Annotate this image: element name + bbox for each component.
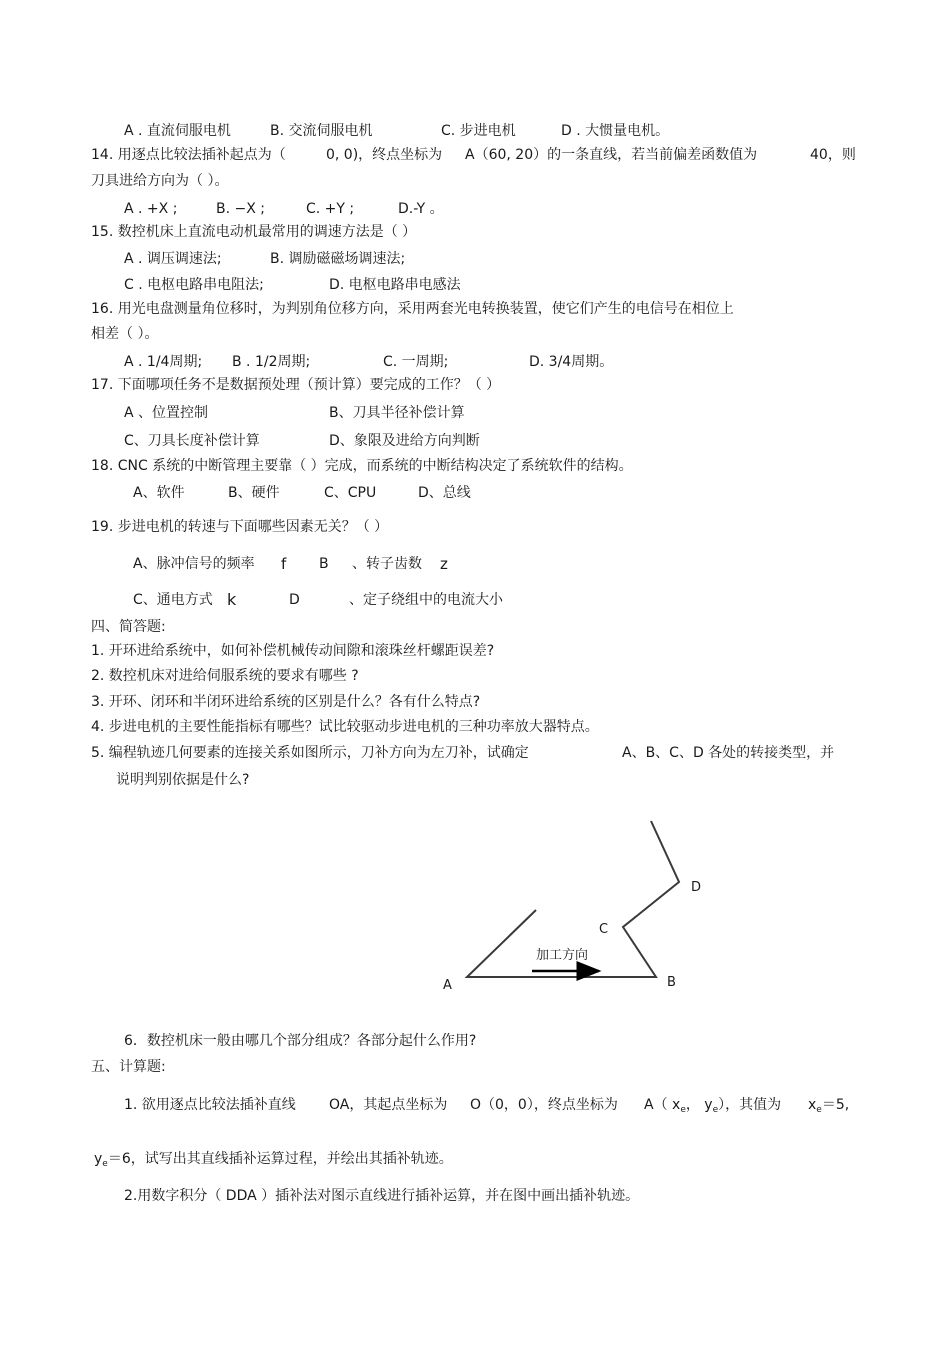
q16-option-a: A . 1/4周期; bbox=[124, 354, 203, 370]
q17-option-c: C、刀具长度补偿计算 bbox=[124, 433, 260, 449]
q17-option-b: B、刀具半径补偿计算 bbox=[329, 405, 465, 421]
q13-option-d: D . 大惯量电机。 bbox=[561, 123, 670, 139]
q17-option-d: D、象限及进给方向判断 bbox=[329, 433, 480, 449]
section5-q1-part5 bbox=[808, 1096, 849, 1119]
point-b-label: B bbox=[667, 975, 676, 990]
q14-stem-part1: 14. 用逐点比较法插补起点为（ bbox=[91, 147, 286, 163]
q19-option-c-symbol: k bbox=[227, 590, 237, 609]
section5-q1-value-text: ），其值为 bbox=[718, 1097, 782, 1113]
q16-option-b: B . 1/2周期; bbox=[232, 354, 311, 370]
point-d-label: D bbox=[691, 880, 702, 895]
q18-option-d: D、总线 bbox=[418, 485, 471, 501]
q13-option-c: C. 步进电机 bbox=[441, 123, 516, 139]
q13-option-a: A . 直流伺服电机 bbox=[124, 123, 231, 139]
section5-q1-x-symbol: x bbox=[808, 1097, 817, 1113]
q16-option-c: C. 一周期; bbox=[383, 354, 449, 370]
q19-option-a-symbol: f bbox=[281, 555, 287, 573]
xe-subscript: e bbox=[680, 1105, 686, 1115]
xe-value-subscript: e bbox=[816, 1105, 822, 1115]
section5-q1-xe-text: A（ x bbox=[644, 1097, 681, 1113]
q18-stem: 18. CNC 系统的中断管理主要靠（ ）完成，而系统的中断结构决定了系统软件的结构。 bbox=[91, 458, 633, 474]
q15-option-d: D. 电枢电路串电感法 bbox=[329, 277, 461, 293]
section4-item-1: 1. 开环进给系统中，如何补偿机械传动间隙和滚珠丝杆螺距误差? bbox=[91, 643, 495, 659]
section4-heading: 四、简答题: bbox=[91, 619, 166, 635]
section5-q2: 2.用数字积分（ DDA ）插补法对图示直线进行插补运算，并在图中画出插补轨迹。 bbox=[124, 1188, 640, 1204]
q19-option-b-label: 、转子齿数 bbox=[352, 556, 422, 572]
q14-option-a: A . +X ; bbox=[124, 201, 178, 217]
q14-stem-end: A（60, 20）的一条直线，若当前偏差函数值为 bbox=[465, 147, 758, 163]
q14-stem-line2: 刀具进给方向为（ ）。 bbox=[91, 173, 229, 189]
q18-option-a: A、软件 bbox=[133, 485, 185, 501]
section4-item-6: 6．数控机床一般由哪几个部分组成？各部分起什么作用? bbox=[124, 1033, 477, 1049]
q15-option-c: C . 电枢电路串电阻法; bbox=[124, 277, 264, 293]
section5-q1-part3: O（0，0），终点坐标为 bbox=[470, 1097, 618, 1113]
direction-label: 加工方向 bbox=[536, 948, 589, 963]
q14-option-d: D.-Y 。 bbox=[398, 201, 444, 217]
section5-q1-line2 bbox=[94, 1150, 453, 1173]
q15-stem: 15. 数控机床上直流电动机最常用的调速方法是（ ） bbox=[91, 224, 417, 240]
section4-item-5-part1: 5. 编程轨迹几何要素的连接关系如图所示，刀补方向为左刀补，试确定 bbox=[91, 745, 529, 761]
section4-item-4: 4. 步进电机的主要性能指标有哪些？试比较驱动步进电机的三种功率放大器特点。 bbox=[91, 719, 599, 735]
section5-q1-x-value: ＝5, bbox=[821, 1097, 850, 1113]
q16-option-d: D. 3/4周期。 bbox=[529, 354, 614, 370]
section4-item-2: 2. 数控机床对进给伺服系统的要求有哪些 ? bbox=[91, 668, 359, 684]
q19-option-b-letter: B bbox=[319, 556, 329, 572]
point-c-label: C bbox=[599, 922, 609, 937]
q15-option-b: B. 调励磁磁场调速法; bbox=[270, 251, 406, 267]
q16-stem: 16. 用光电盘测量角位移时，为判别角位移方向，采用两套光电转换装置，使它们产生的电信号在相位上 bbox=[91, 301, 734, 317]
q14-stem-value: 40，则 bbox=[810, 147, 856, 163]
q19-stem: 19. 步进电机的转速与下面哪些因素无关？（ ） bbox=[91, 519, 389, 535]
point-a-label: A bbox=[443, 978, 452, 993]
toolpath-line bbox=[467, 821, 679, 977]
section5-q1-part1: 1. 欲用逐点比较法插补直线 bbox=[124, 1097, 296, 1113]
q18-option-b: B、硬件 bbox=[228, 485, 280, 501]
q19-option-c-label: C、通电方式 bbox=[133, 592, 213, 608]
q19-option-d-letter: D bbox=[289, 592, 300, 608]
section5-heading: 五、计算题: bbox=[91, 1059, 166, 1075]
section4-item-5-line2: 说明判别依据是什么? bbox=[116, 772, 250, 788]
section4-item-3: 3. 开环、闭环和半闭环进给系统的区别是什么？各有什么特点? bbox=[91, 694, 481, 710]
q19-option-d-label: 、定子绕组中的电流大小 bbox=[349, 592, 503, 608]
q19-option-b-symbol: z bbox=[440, 555, 448, 573]
ye-value-subscript: e bbox=[102, 1159, 108, 1169]
section5-q1-y-symbol: y bbox=[94, 1151, 103, 1167]
section5-q1-part4 bbox=[644, 1096, 781, 1119]
q17-option-a: A 、位置控制 bbox=[124, 405, 209, 421]
q14-option-c: C. +Y ; bbox=[306, 201, 355, 217]
q16-stem-line2: 相差（ ）。 bbox=[91, 326, 159, 342]
q18-option-c: C、CPU bbox=[324, 485, 377, 501]
q19-option-a-label: A、脉冲信号的频率 bbox=[133, 556, 255, 572]
q15-option-a: A . 调压调速法; bbox=[124, 251, 222, 267]
section5-q1-ye-text: ， y bbox=[685, 1097, 713, 1113]
section4-item-5-part2: A、B、C、D 各处的转接类型，并 bbox=[622, 745, 835, 761]
q14-option-b: B. −X ; bbox=[216, 201, 265, 217]
section5-q1-part2: OA，其起点坐标为 bbox=[329, 1097, 448, 1113]
q17-stem: 17. 下面哪项任务不是数据预处理（预计算）要完成的工作？（ ） bbox=[91, 377, 501, 393]
ye-subscript: e bbox=[712, 1105, 719, 1115]
q14-stem-start: 0, 0)，终点坐标为 bbox=[326, 147, 443, 163]
q13-option-b: B. 交流伺服电机 bbox=[270, 123, 373, 139]
section5-q1-y-value: ＝6，试写出其直线插补运算过程，并绘出其插补轨迹。 bbox=[107, 1151, 453, 1167]
